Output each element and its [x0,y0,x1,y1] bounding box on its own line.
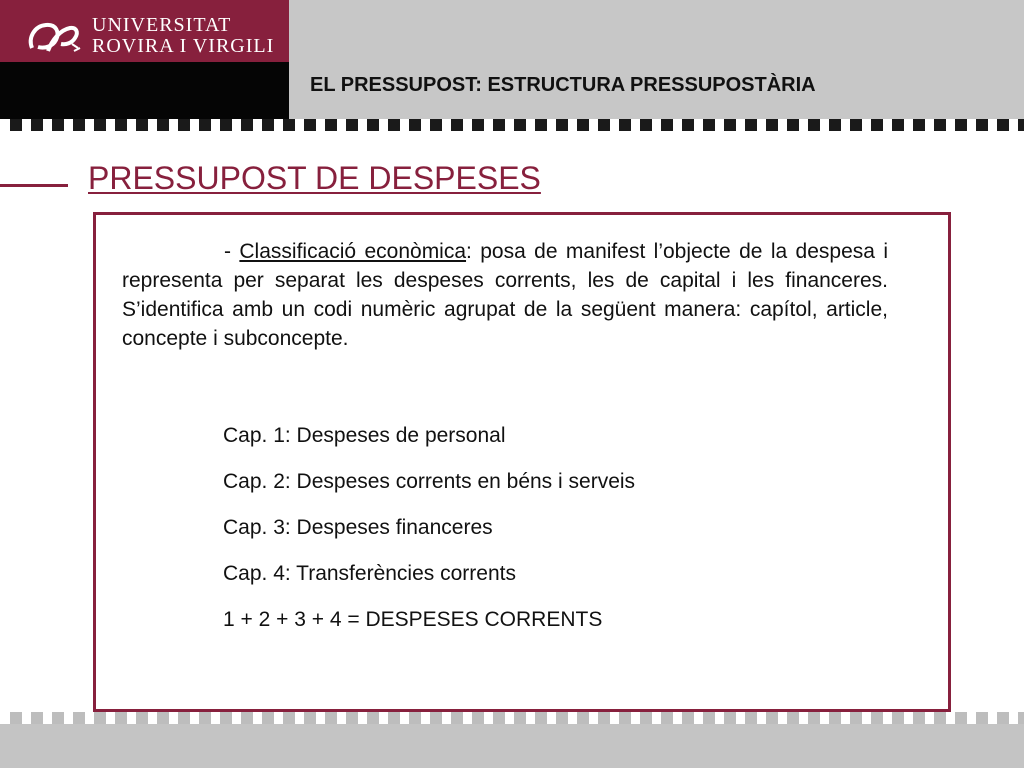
divider-dash [766,712,778,724]
divider-dash [577,119,589,131]
divider-dash [472,712,484,724]
logo-block [0,0,289,62]
divider-dash [262,712,274,724]
header-black-block [0,62,289,119]
divider-dash [178,119,190,131]
divider-dash [619,119,631,131]
divider-dash [94,119,106,131]
divider-dash [262,119,274,131]
divider-dash [682,712,694,724]
divider-dash [451,712,463,724]
divider-dash [661,119,673,131]
divider-dash [514,712,526,724]
divider-dash [157,712,169,724]
divider-dash [535,119,547,131]
divider-dash [1018,712,1024,724]
divider-dash [31,119,43,131]
divider-dash [136,119,148,131]
logo-text-line1: UNIVERSITAT [92,14,232,36]
divider-dash [220,119,232,131]
divider-dash [388,119,400,131]
divider-dash [493,119,505,131]
divider-dash [871,119,883,131]
divider-dash [703,712,715,724]
divider-dash [451,119,463,131]
divider-dash [808,712,820,724]
divider-dash [787,712,799,724]
divider-dash [409,119,421,131]
divider-dash [115,712,127,724]
divider-dash [430,712,442,724]
divider-dash [199,712,211,724]
divider-dash [73,119,85,131]
divider-dash [598,712,610,724]
divider-dash [73,712,85,724]
chapter-sum-line: 1 + 2 + 3 + 4 = DESPESES CORRENTS [223,608,603,631]
divider-dash [724,712,736,724]
divider-dash [472,119,484,131]
divider-dash [556,712,568,724]
divider-dash [556,119,568,131]
divider-dash [724,119,736,131]
divider-dash [325,712,337,724]
divider-dash [787,119,799,131]
chapter-line: Cap. 4: Transferències corrents [223,562,516,585]
divider-dash [934,119,946,131]
divider-dash [367,119,379,131]
footer-band [0,724,1024,768]
divider-dash [829,712,841,724]
chapter-line: Cap. 2: Despeses corrents en béns i serveis [223,470,636,493]
divider-dash [913,712,925,724]
divider-dash [52,119,64,131]
chapter-line: Cap. 3: Despeses financeres [223,516,493,539]
divider-dash [808,119,820,131]
divider-dash [283,712,295,724]
divider-dash [976,712,988,724]
divider-dash [598,119,610,131]
classification-paragraph [122,237,888,353]
divider-dash [283,119,295,131]
paragraph-term: Classificació econòmica [239,240,467,263]
divider-dash [157,119,169,131]
divider-dash [850,712,862,724]
divider-dash [304,712,316,724]
divider-dash [115,119,127,131]
divider-dash [346,119,358,131]
divider-dash [997,119,1009,131]
content-box [93,212,951,712]
divider-dash [52,712,64,724]
divider-dash [829,119,841,131]
divider-dash [955,119,967,131]
divider-dash [703,119,715,131]
divider-dash [10,712,22,724]
logo-text-line2: ROVIRA I VIRGILI [92,35,275,57]
divider-dash [241,119,253,131]
chapter-line: Cap. 1: Despeses de personal [223,424,506,447]
divider-dash [10,119,22,131]
divider-dash [409,712,421,724]
divider-dash [220,712,232,724]
divider-dash [976,119,988,131]
divider-dash [766,119,778,131]
divider-dash [346,712,358,724]
paragraph-prefix: - [224,240,240,263]
university-logo-icon [26,18,82,58]
divider-dash [619,712,631,724]
header-band [289,0,1024,119]
divider-dash [892,119,904,131]
divider-dash [31,712,43,724]
top-dash-divider [0,119,1024,131]
divider-dash [682,119,694,131]
divider-dash [892,712,904,724]
paragraph-text: : posa de manifest l’objecte de la despesa i representa per separat les despeses corrents, les de capital i les financeres. S’identifica amb un codi numèric agrupat de la següent manera: capítol, article, concepte i subconcepte. [122,240,889,350]
divider-dash [325,119,337,131]
section-title: PRESSUPOST DE DESPESES [88,160,541,196]
divider-dash [136,712,148,724]
divider-dash [367,712,379,724]
bottom-dash-divider [0,712,1024,724]
divider-dash [955,712,967,724]
divider-dash [535,712,547,724]
divider-dash [94,712,106,724]
divider-dash [514,119,526,131]
divider-dash [871,712,883,724]
divider-dash [493,712,505,724]
divider-dash [199,119,211,131]
title-accent-line [0,184,68,187]
divider-dash [997,712,1009,724]
divider-dash [745,712,757,724]
divider-dash [934,712,946,724]
divider-dash [661,712,673,724]
divider-dash [241,712,253,724]
divider-dash [388,712,400,724]
divider-dash [850,119,862,131]
divider-dash [640,119,652,131]
divider-dash [304,119,316,131]
divider-dash [745,119,757,131]
divider-dash [430,119,442,131]
divider-dash [913,119,925,131]
header-title: EL PRESSUPOST: ESTRUCTURA PRESSUPOSTÀRIA [310,74,816,96]
divider-dash [1018,119,1024,131]
divider-dash [640,712,652,724]
divider-dash [178,712,190,724]
divider-dash [577,712,589,724]
